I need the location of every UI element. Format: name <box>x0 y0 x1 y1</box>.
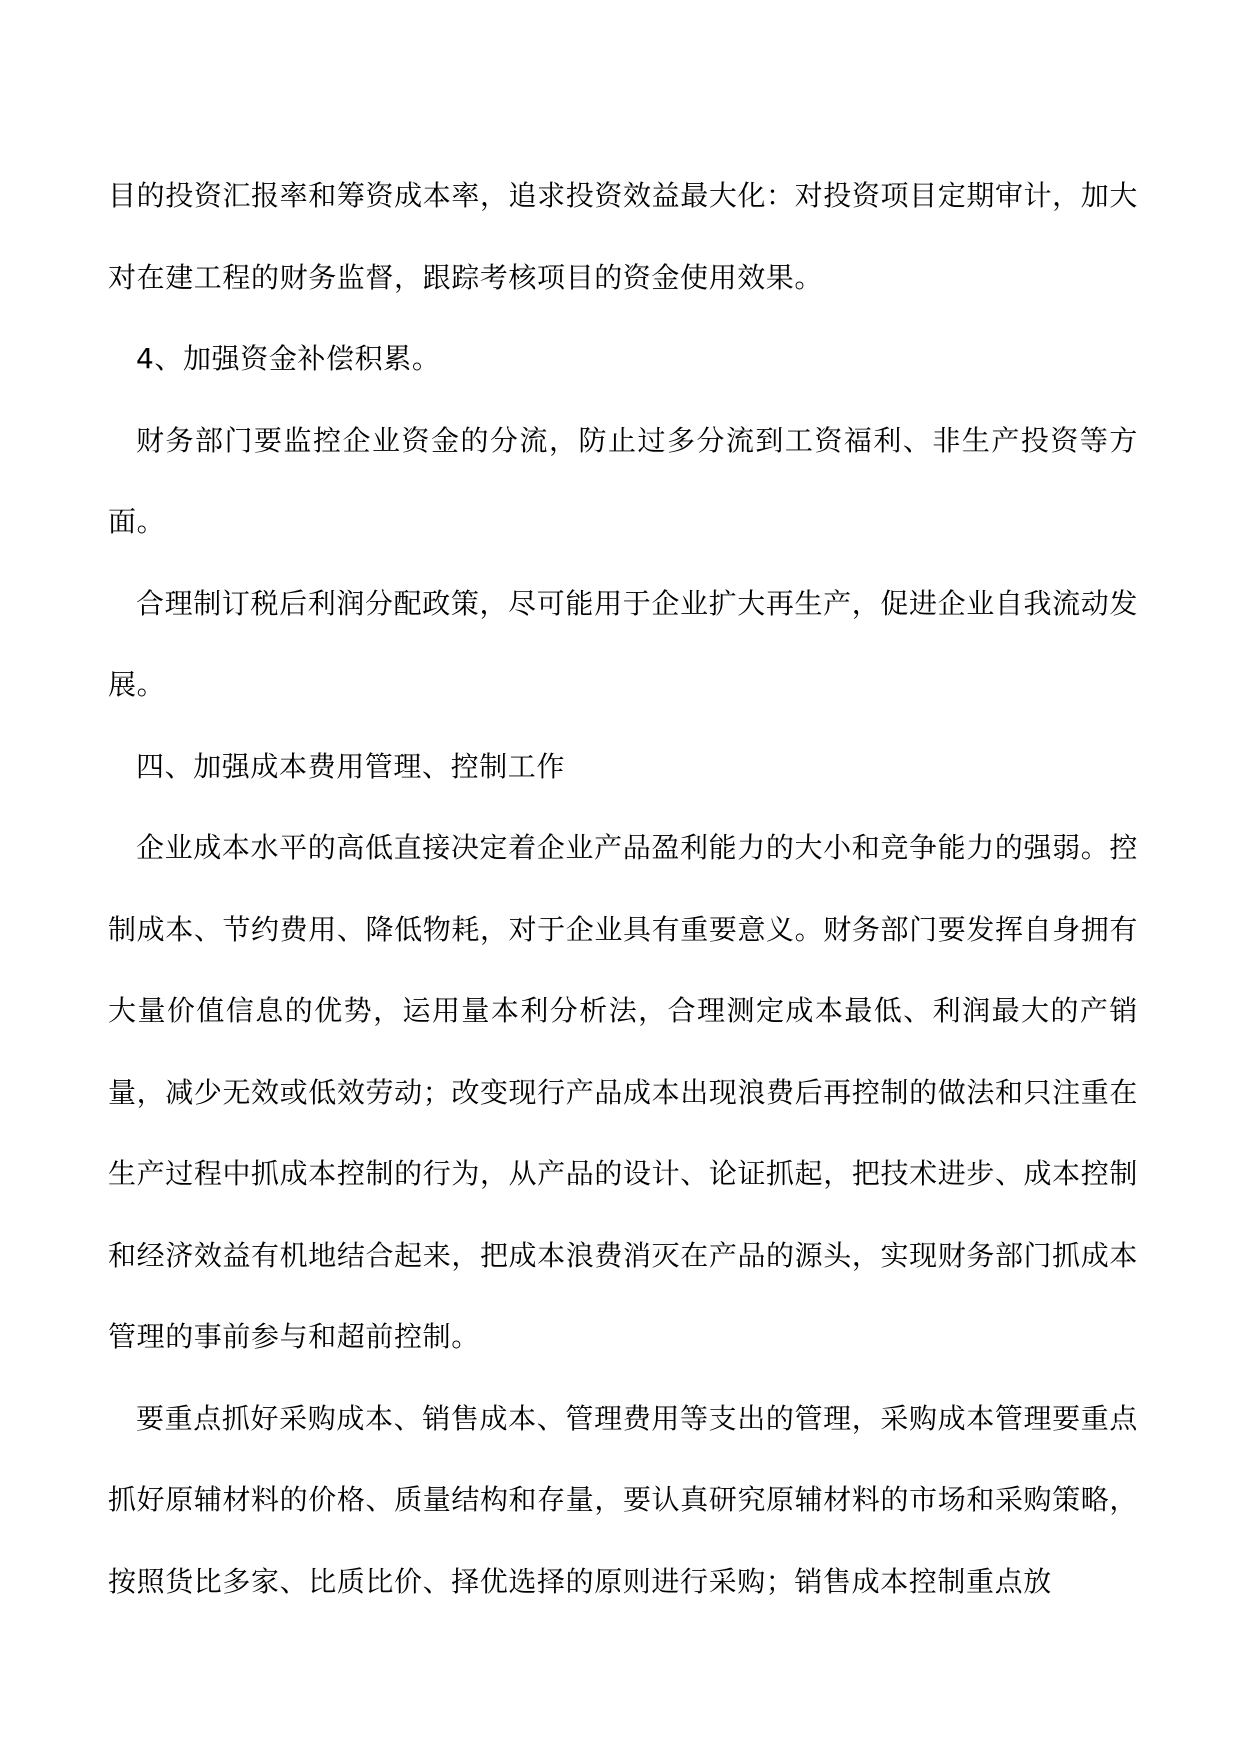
section-heading-cost-control: 四、加强成本费用管理、控制工作 <box>136 749 566 783</box>
paragraph-cost-level: 企业成本水平的高低直接决定着企业产品盈利能力的大小和竞争能力的强弱。控制成本、节约费用、降低物耗，对于企业具有重要意义。财务部门要发挥自身拥有大量价值信息的优势，运用量本利分析法，合理测定成本最低、利润最大的产销量，减少无效或低效劳动；改变现行产品成本出现浪费后再控制的做法和只注重在生产过程中抓成本控制的行为，从产品的设计、论证抓起，把技术进步、成本控制和经济效益有机地结合起来，把成本浪费消灭在产品的源头，实现财务部门抓成本管理的事前参与和超前控制。 <box>108 831 1138 1353</box>
paragraph-profit-distribution: 合理制订税后利润分配政策，尽可能用于企业扩大再生产，促进企业自我流动发展。 <box>108 586 1138 701</box>
paragraph-fund-diversion: 财务部门要监控企业资金的分流，防止过多分流到工资福利、非生产投资等方面。 <box>108 423 1138 538</box>
paragraph-heading-4: 4、加强资金补偿积累。 <box>136 342 441 375</box>
document-body <box>108 155 1138 1622</box>
paragraph-procurement-cost: 要重点抓好采购成本、销售成本、管理费用等支出的管理，采购成本管理要重点抓好原辅材料的价格、质量结构和存量，要认真研究原辅材料的市场和采购策略，按照货比多家、比质比价、择优选择的原则进行采购；销售成本控制重点放 <box>108 1401 1138 1598</box>
paragraph-continuation: 目的投资汇报率和筹资成本率，追求投资效益最大化：对投资项目定期审计，加大对在建工程的财务监督，跟踪考核项目的资金使用效果。 <box>108 179 1138 294</box>
